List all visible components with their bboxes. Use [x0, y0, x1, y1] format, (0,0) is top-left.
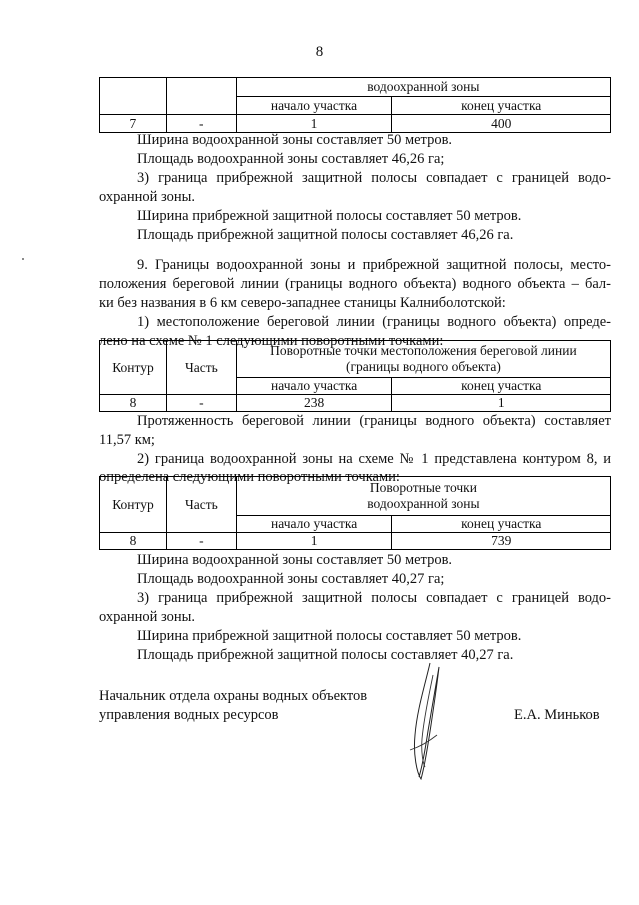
table1-cell-part: -: [166, 115, 236, 133]
table3-cell-contour: 8: [100, 533, 167, 550]
table3-header-line2: водоохранной зоны: [367, 496, 480, 511]
table-row: [100, 533, 611, 550]
block1-area-strip: Площадь прибрежной защитной полосы составляет 46,26 га.: [137, 227, 514, 243]
table1-cell-start: 1: [236, 115, 392, 133]
table2-cell-start: 238: [236, 395, 392, 412]
table1-col-end: конец участка: [392, 97, 611, 115]
section9-line2: положения береговой линии (границы водного объекта) водного объекта – бал-: [99, 276, 611, 292]
block1-boundary-line1: 3) граница прибрежной защитной полосы совпадает с границей водо-: [137, 170, 611, 186]
table2-col-end: конец участка: [392, 378, 611, 395]
table3-col-start: начало участка: [236, 516, 392, 533]
table3-col-part: Часть: [166, 477, 236, 533]
block3-width-zone: Ширина водоохранной зоны составляет 50 метров.: [137, 552, 453, 568]
table3-col-contour: Контур: [100, 477, 167, 533]
table2-cell-contour: 8: [100, 395, 167, 412]
block1-width-zone: Ширина водоохранной зоны составляет 50 метров.: [137, 132, 453, 148]
block3-boundary-line2: охранной зоны.: [99, 609, 195, 625]
table2-cell-end: 1: [392, 395, 611, 412]
table1-cell-end: 400: [392, 115, 611, 133]
table-zone-8: [99, 476, 611, 550]
block3-width-strip: Ширина прибрежной защитной полосы составляет 50 метров.: [137, 628, 522, 644]
block3-area-zone: Площадь водоохранной зоны составляет 40,27 га;: [137, 571, 445, 587]
signature-position-line2: управления водных ресурсов: [99, 707, 279, 723]
table2-col-start: начало участка: [236, 378, 392, 395]
block1-boundary-line2: охранной зоны.: [99, 189, 195, 205]
section9-item1-line1: 1) местоположение береговой линии (границы водного объекта) опреде-: [137, 314, 611, 330]
table2-cell-part: -: [166, 395, 236, 412]
table3-cell-end: 739: [392, 533, 611, 550]
section9-line3: ки без названия в 6 км северо-западнее станицы Калниболотской:: [99, 295, 506, 311]
table-row: [100, 115, 611, 133]
handwritten-signature: [395, 655, 455, 785]
table1-col-start: начало участка: [236, 97, 392, 115]
table1-empty-contour: [100, 78, 167, 115]
table3-header-line1: Поворотные точки: [369, 480, 477, 495]
block2-length-line1: Протяженность береговой линии (границы водного объекта) составляет: [137, 413, 611, 429]
table-shoreline-8: [99, 340, 611, 412]
table3-cell-part: -: [166, 533, 236, 550]
table1-cell-contour: 7: [100, 115, 167, 133]
table2-header-line2: (границы водного объекта): [345, 359, 501, 374]
table3-cell-start: 1: [236, 533, 392, 550]
block2-item2-line2: определена следующими поворотными точками:: [99, 469, 400, 485]
table2-col-contour: Контур: [100, 341, 167, 395]
table1-header: водоохранной зоны: [236, 78, 610, 97]
table3-col-end: конец участка: [392, 516, 611, 533]
block1-area-zone: Площадь водоохранной зоны составляет 46,26 га;: [137, 151, 445, 167]
table-row: [100, 395, 611, 412]
signature-stroke-main: [414, 663, 439, 779]
page-number: 8: [315, 44, 324, 60]
section9-line1: 9. Границы водоохранной зоны и прибрежной защитной полосы, место-: [137, 257, 611, 273]
table2-col-part: Часть: [166, 341, 236, 395]
block2-item2-line1: 2) граница водоохранной зоны на схеме № 1 представлена контуром 8, и: [137, 451, 611, 467]
section9-item1-line2: лено на схеме № 1 следующими поворотными точками:: [99, 333, 444, 349]
signature-name: Е.А. Миньков: [514, 707, 600, 723]
table2-header-line1: Поворотные точки местоположения береговой линии: [270, 343, 577, 358]
table1-empty-part: [166, 78, 236, 115]
block2-length-line2: 11,57 км;: [99, 432, 155, 448]
block3-boundary-line1: 3) граница прибрежной защитной полосы совпадает с границей водо-: [137, 590, 611, 606]
table2-header: [236, 341, 610, 378]
scan-speck: [22, 258, 24, 260]
table-zone-7: [99, 77, 611, 133]
table3-header: [236, 477, 610, 516]
signature-position-line1: Начальник отдела охраны водных объектов: [99, 688, 368, 704]
block3-area-strip: Площадь прибрежной защитной полосы составляет 40,27 га.: [137, 647, 514, 663]
block1-width-strip: Ширина прибрежной защитной полосы составляет 50 метров.: [137, 208, 522, 224]
